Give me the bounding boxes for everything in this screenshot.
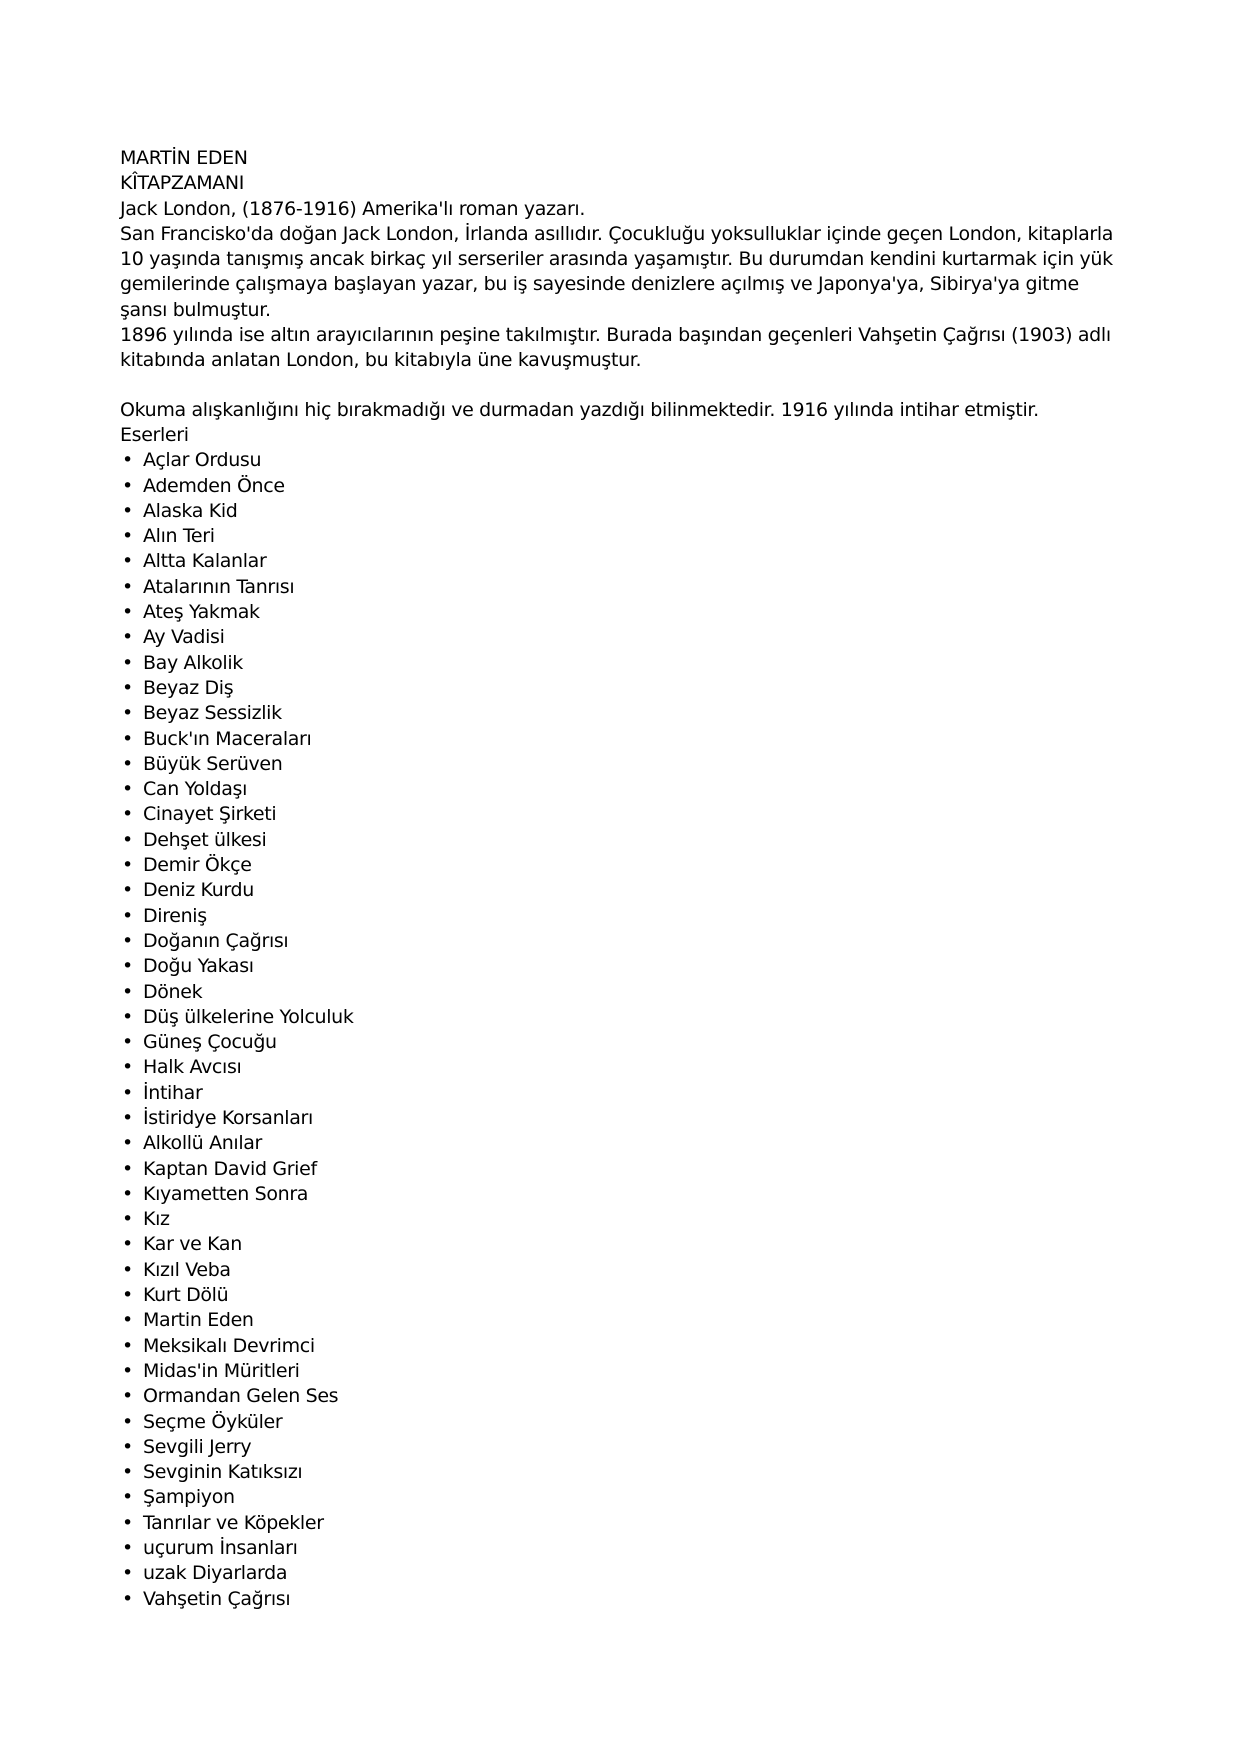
work-title: Dönek bbox=[143, 980, 203, 1003]
work-title: Seçme Öyküler bbox=[143, 1410, 283, 1433]
bullet-icon: • bbox=[122, 525, 133, 548]
bio-paragraph-3: Okuma alışkanlığını hiç bırakmadığı ve durmadan yazdığı bilinmektedir. 1916 yılında intihar etmiştir. bbox=[120, 398, 1039, 421]
work-title: Kurt Dölü bbox=[143, 1284, 229, 1307]
works-list-item bbox=[120, 1410, 1130, 1435]
works-list-item bbox=[120, 1055, 1130, 1080]
works-list-item bbox=[120, 651, 1130, 676]
bullet-icon: • bbox=[122, 1309, 133, 1332]
works-heading: Eserleri bbox=[120, 423, 189, 446]
works-list-item bbox=[120, 575, 1130, 600]
work-title: uzak Diyarlarda bbox=[143, 1562, 288, 1585]
work-title: Cinayet Şirketi bbox=[143, 803, 277, 826]
work-title: Alaska Kid bbox=[143, 499, 238, 522]
bullet-icon: • bbox=[122, 1056, 133, 1079]
bullet-icon: • bbox=[122, 474, 133, 497]
works-list-item bbox=[120, 980, 1130, 1005]
work-title: Şampiyon bbox=[143, 1486, 235, 1509]
bullet-icon: • bbox=[122, 828, 133, 851]
document-page bbox=[120, 146, 1130, 1612]
bio-paragraph-2-line: kitabında anlatan London, bu kitabıyla üne kavuşmuştur. bbox=[120, 349, 642, 372]
works-list-item bbox=[120, 1182, 1130, 1207]
works-list-item bbox=[120, 474, 1130, 499]
work-title: uçurum İnsanları bbox=[143, 1537, 298, 1560]
paragraph-spacer bbox=[120, 374, 1130, 398]
bio-paragraph-2 bbox=[120, 323, 1130, 374]
works-list-item bbox=[120, 1384, 1130, 1409]
bullet-icon: • bbox=[122, 1233, 133, 1256]
work-title: İstiridye Korsanları bbox=[143, 1106, 313, 1129]
bullet-icon: • bbox=[122, 1537, 133, 1560]
bullet-icon: • bbox=[122, 1157, 133, 1180]
bio-paragraph-1 bbox=[120, 222, 1130, 323]
bullet-icon: • bbox=[122, 1461, 133, 1484]
work-title: Ay Vadisi bbox=[143, 626, 225, 649]
bullet-icon: • bbox=[122, 1005, 133, 1028]
bullet-icon: • bbox=[122, 1410, 133, 1433]
bullet-icon: • bbox=[122, 1258, 133, 1281]
work-title: Atalarının Tanrısı bbox=[143, 575, 295, 598]
works-list-item bbox=[120, 904, 1130, 929]
work-title: Kız bbox=[143, 1208, 170, 1231]
bullet-icon: • bbox=[122, 904, 133, 927]
bullet-icon: • bbox=[122, 651, 133, 674]
works-list-item bbox=[120, 828, 1130, 853]
bullet-icon: • bbox=[122, 1132, 133, 1155]
bullet-icon: • bbox=[122, 1081, 133, 1104]
work-title: Kızıl Veba bbox=[143, 1258, 231, 1281]
works-list-item bbox=[120, 448, 1130, 473]
bullet-icon: • bbox=[122, 1284, 133, 1307]
works-list-item bbox=[120, 676, 1130, 701]
work-title: Doğu Yakası bbox=[143, 955, 254, 978]
work-title: Beyaz Sessizlik bbox=[143, 702, 282, 725]
works-list-item bbox=[120, 1435, 1130, 1460]
work-title: Dehşet ülkesi bbox=[143, 828, 267, 851]
works-list-item bbox=[120, 524, 1130, 549]
works-list-item bbox=[120, 878, 1130, 903]
work-title: İntihar bbox=[143, 1081, 203, 1104]
work-title: Deniz Kurdu bbox=[143, 879, 254, 902]
bullet-icon: • bbox=[122, 1435, 133, 1458]
works-list-item bbox=[120, 549, 1130, 574]
works-list-item bbox=[120, 499, 1130, 524]
work-title: Büyük Serüven bbox=[143, 752, 283, 775]
works-list-item bbox=[120, 1587, 1130, 1612]
author-line: Jack London, (1876-1916) Amerika'lı roman yazarı. bbox=[120, 197, 586, 220]
bullet-icon: • bbox=[122, 702, 133, 725]
works-list-item bbox=[120, 1030, 1130, 1055]
bullet-icon: • bbox=[122, 1182, 133, 1205]
bullet-icon: • bbox=[122, 626, 133, 649]
bullet-icon: • bbox=[122, 1334, 133, 1357]
work-title: Kaptan David Grief bbox=[143, 1157, 317, 1180]
work-title: Alın Teri bbox=[143, 525, 215, 548]
works-list-item bbox=[120, 1005, 1130, 1030]
work-title: Meksikalı Devrimci bbox=[143, 1334, 315, 1357]
work-title: Ateş Yakmak bbox=[143, 601, 260, 624]
bullet-icon: • bbox=[122, 1359, 133, 1382]
work-title: Sevgili Jerry bbox=[143, 1435, 252, 1458]
bullet-icon: • bbox=[122, 955, 133, 978]
bio-paragraph-1-line: 10 yaşında tanışmış ancak birkaç yıl serseriler arasında yaşamıştır. Bu durumdan kendini kurtarmak için yük bbox=[120, 248, 1113, 271]
work-title: Kıyametten Sonra bbox=[143, 1182, 309, 1205]
works-list-item bbox=[120, 1308, 1130, 1333]
bullet-icon: • bbox=[122, 601, 133, 624]
works-list-item bbox=[120, 1232, 1130, 1257]
bullet-icon: • bbox=[122, 1511, 133, 1534]
works-list-item bbox=[120, 1485, 1130, 1510]
work-title: Kar ve Kan bbox=[143, 1233, 242, 1256]
works-list-item bbox=[120, 1359, 1130, 1384]
source-name: KÎTAPZAMANI bbox=[120, 172, 245, 195]
work-title: Vahşetin Çağrısı bbox=[143, 1587, 291, 1610]
works-list-item bbox=[120, 954, 1130, 979]
bullet-icon: • bbox=[122, 1385, 133, 1408]
work-title: Midas'in Müritleri bbox=[143, 1359, 300, 1382]
bullet-icon: • bbox=[122, 929, 133, 952]
work-title: Demir Ökçe bbox=[143, 854, 252, 877]
bullet-icon: • bbox=[122, 1208, 133, 1231]
works-list-item bbox=[120, 1106, 1130, 1131]
work-title: Ademden Önce bbox=[143, 474, 285, 497]
works-list-item bbox=[120, 802, 1130, 827]
bullet-icon: • bbox=[122, 980, 133, 1003]
works-list-item bbox=[120, 1131, 1130, 1156]
works-list-item bbox=[120, 1334, 1130, 1359]
works-list-item bbox=[120, 1283, 1130, 1308]
works-list-item bbox=[120, 1157, 1130, 1182]
works-list-item bbox=[120, 777, 1130, 802]
works-list-item bbox=[120, 1536, 1130, 1561]
works-list-item bbox=[120, 929, 1130, 954]
bullet-icon: • bbox=[122, 1562, 133, 1585]
bullet-icon: • bbox=[122, 752, 133, 775]
works-list-item bbox=[120, 853, 1130, 878]
bio-paragraph-1-line: şansı bulmuştur. bbox=[120, 298, 271, 321]
bullet-icon: • bbox=[122, 676, 133, 699]
work-title: Bay Alkolik bbox=[143, 651, 243, 674]
works-list-item bbox=[120, 600, 1130, 625]
works-list-item bbox=[120, 625, 1130, 650]
works-list-item bbox=[120, 1207, 1130, 1232]
works-list-item bbox=[120, 1511, 1130, 1536]
bullet-icon: • bbox=[122, 575, 133, 598]
work-title: Sevginin Katıksızı bbox=[143, 1461, 303, 1484]
work-title: Doğanın Çağrısı bbox=[143, 929, 289, 952]
bio-paragraph-1-line: gemilerinde çalışmaya başlayan yazar, bu iş sayesinde denizlere açılmış ve Japonya'ya, Sibirya'ya gitme bbox=[120, 273, 1079, 296]
works-list-item bbox=[120, 752, 1130, 777]
work-title: Güneş Çocuğu bbox=[143, 1031, 277, 1054]
bullet-icon: • bbox=[122, 727, 133, 750]
bullet-icon: • bbox=[122, 803, 133, 826]
work-title: Buck'ın Maceraları bbox=[143, 727, 312, 750]
work-title: Tanrılar ve Köpekler bbox=[143, 1511, 324, 1534]
bullet-icon: • bbox=[122, 1031, 133, 1054]
works-list bbox=[120, 448, 1130, 1612]
work-title: Can Yoldaşı bbox=[143, 778, 248, 801]
bullet-icon: • bbox=[122, 1106, 133, 1129]
bullet-icon: • bbox=[122, 1486, 133, 1509]
works-list-item bbox=[120, 727, 1130, 752]
bio-paragraph-2-line: 1896 yılında ise altın arayıcılarının peşine takılmıştır. Burada başından geçenleri Vahşetin Çağrısı (1903) adlı bbox=[120, 324, 1111, 347]
work-title: Direniş bbox=[143, 904, 207, 927]
bullet-icon: • bbox=[122, 1587, 133, 1610]
bio-paragraph-1-line: San Francisko'da doğan Jack London, İrlanda asıllıdır. Çocukluğu yoksulluklar içinde geçen London, kitaplarla bbox=[120, 222, 1114, 245]
work-title: Alkollü Anılar bbox=[143, 1132, 263, 1155]
document-title: MARTİN EDEN bbox=[120, 147, 248, 169]
bullet-icon: • bbox=[122, 879, 133, 902]
works-list-item bbox=[120, 701, 1130, 726]
work-title: Beyaz Diş bbox=[143, 676, 234, 699]
bullet-icon: • bbox=[122, 449, 133, 472]
work-title: Açlar Ordusu bbox=[143, 449, 262, 472]
bullet-icon: • bbox=[122, 499, 133, 522]
bullet-icon: • bbox=[122, 854, 133, 877]
bullet-icon: • bbox=[122, 550, 133, 573]
work-title: Ormandan Gelen Ses bbox=[143, 1385, 339, 1408]
works-list-item bbox=[120, 1561, 1130, 1586]
works-list-item bbox=[120, 1081, 1130, 1106]
work-title: Martin Eden bbox=[143, 1309, 254, 1332]
works-list-item bbox=[120, 1258, 1130, 1283]
work-title: Altta Kalanlar bbox=[143, 550, 267, 573]
work-title: Halk Avcısı bbox=[143, 1056, 242, 1079]
work-title: Düş ülkelerine Yolculuk bbox=[143, 1005, 354, 1028]
works-list-item bbox=[120, 1460, 1130, 1485]
bullet-icon: • bbox=[122, 778, 133, 801]
